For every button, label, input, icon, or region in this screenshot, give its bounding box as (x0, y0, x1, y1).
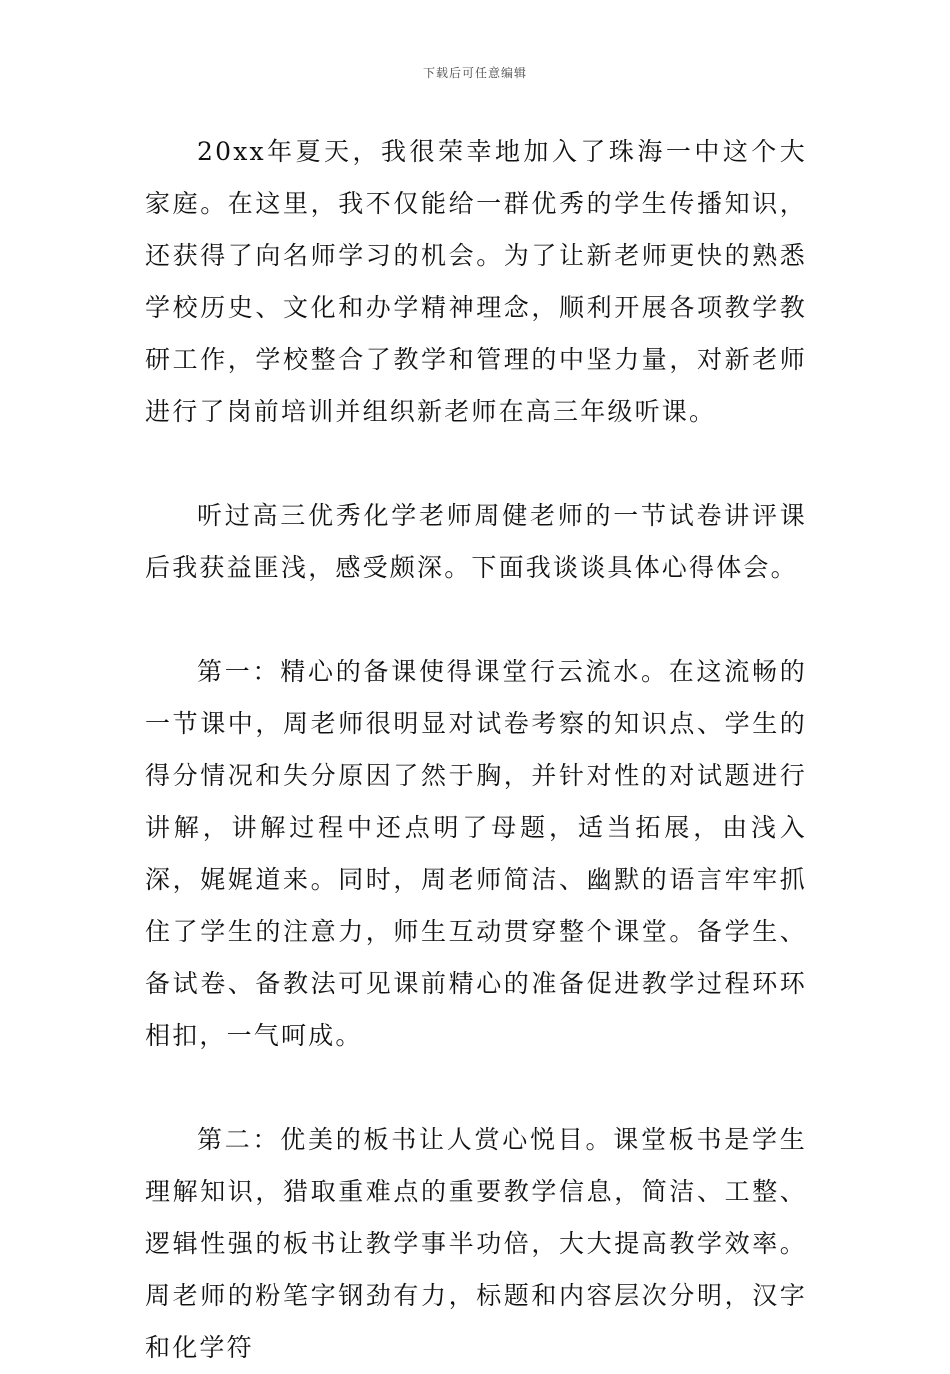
paragraph-lesson-observation: 听过高三优秀化学老师周健老师的一节试卷讲评课后我获益匪浅，感受颇深。下面我谈谈具体心得体会。 (145, 501, 807, 582)
document-body (145, 126, 807, 1374)
paragraph-intro: 20xx年夏天，我很荣幸地加入了珠海一中这个大家庭。在这里，我不仅能给一群优秀的学生传播知识，还获得了向名师学习的机会。为了让新老师更快的熟悉学校历史、文化和办学精神理念，顺利开展各项教学教研工作，学校整合了教学和管理的中坚力量，对新老师进行了岗前培训并组织新老师在高三年级听课。 (145, 137, 807, 426)
paragraph-point-one: 第一：精心的备课使得课堂行云流水。在这流畅的一节课中，周老师很明显对试卷考察的知识点、学生的得分情况和失分原因了然于胸，并针对性的对试题进行讲解，讲解过程中还点明了母题，适当拓展，由浅入深，娓娓道来。同时，周老师简洁、幽默的语言牢牢抓住了学生的注意力，师生互动贯穿整个课堂。备学生、备试卷、备教法可见课前精心的准备促进教学过程环环相扣，一气呵成。 (145, 657, 807, 1050)
page-header-note: 下载后可任意编辑 (422, 66, 527, 80)
paragraph-point-two: 第二：优美的板书让人赏心悦目。课堂板书是学生理解知识，猎取重难点的重要教学信息，简洁、工整、逻辑性强的板书让教学事半功倍，大大提高教学效率。周老师的粉笔字钢劲有力，标题和内容层次分明，汉字和化学符 (145, 1125, 807, 1362)
